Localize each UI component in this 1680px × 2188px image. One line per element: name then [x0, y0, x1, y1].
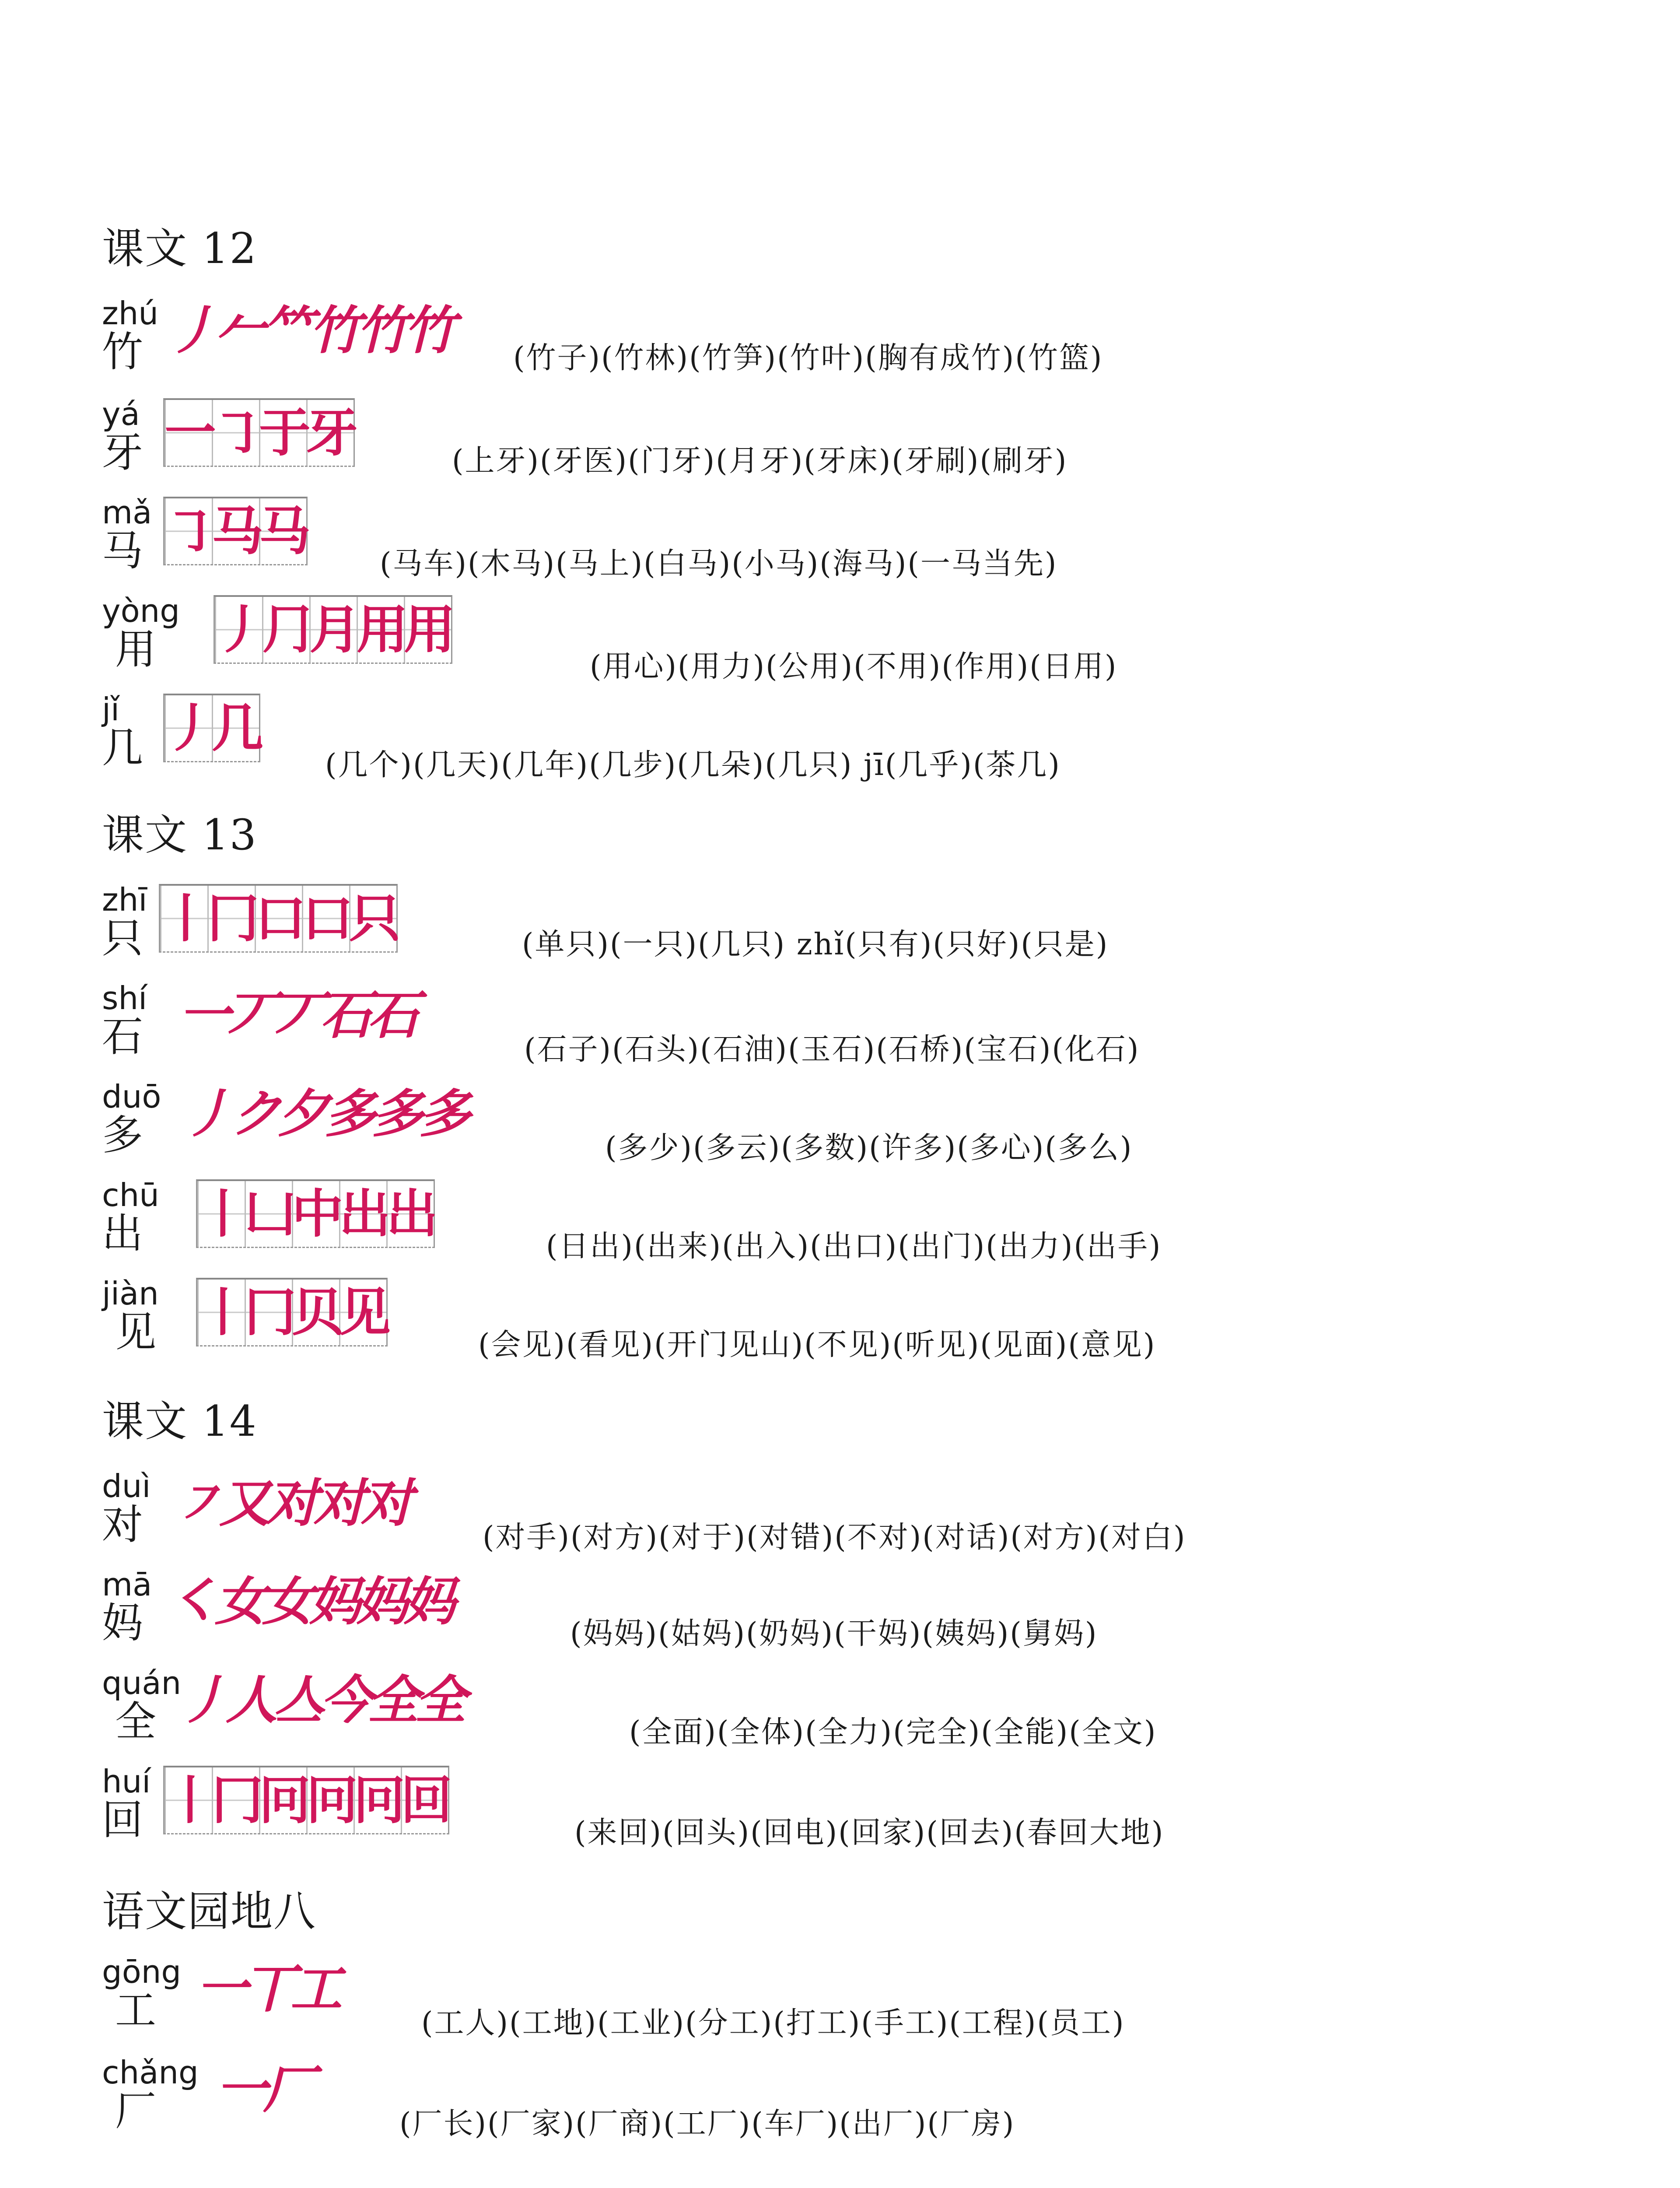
example-words: (马车)(木马)(马上)(白马)(小马)(海马)(一马当先) — [380, 547, 1058, 581]
stroke-step: ㇆ — [212, 402, 264, 463]
character-entry — [102, 1179, 1633, 1267]
stroke-step: 用 — [404, 599, 456, 660]
stroke-step: 竹 — [309, 300, 361, 361]
stroke-step: 回 — [401, 1770, 453, 1830]
stroke-order-sequence — [172, 1470, 413, 1536]
pinyin-label: huí — [102, 1763, 151, 1800]
character-entry — [102, 1470, 1633, 1558]
pinyin-label: chǎng — [102, 2054, 199, 2091]
stroke-step: 丨 — [197, 1183, 249, 1244]
section-heading: 课文 12 — [102, 224, 257, 273]
stroke-step: 口 — [255, 888, 307, 949]
stroke-order-sequence — [178, 982, 420, 1048]
example-words: (几个)(几天)(几年)(几步)(几朵)(几只) jī(几乎)(茶几) — [325, 748, 1061, 782]
stroke-step: 全 — [368, 1669, 420, 1730]
stroke-step: 出 — [339, 1183, 391, 1244]
stroke-step: 妈 — [309, 1571, 361, 1632]
stroke-step: 丨 — [160, 888, 212, 949]
section-heading: 语文园地八 — [102, 1887, 316, 1936]
stroke-step: 于 — [259, 402, 311, 463]
stroke-step: 人 — [226, 1669, 278, 1730]
pinyin-label: duō — [102, 1078, 161, 1115]
character-entry — [102, 1763, 1633, 1853]
pinyin-label: jiàn — [102, 1275, 159, 1312]
stroke-order-sequence — [196, 1956, 343, 2022]
stroke-order-sequence — [163, 497, 311, 565]
stroke-step: 用 — [357, 599, 409, 660]
pinyin-label: quán — [102, 1665, 182, 1701]
example-words: (用心)(用力)(公用)(不用)(作用)(日用) — [590, 649, 1118, 684]
example-words: (日出)(出来)(出入)(出口)(出门)(出力)(出手) — [546, 1229, 1162, 1264]
stroke-step: 一 — [196, 1958, 248, 2019]
pinyin-label: shí — [102, 980, 147, 1017]
stroke-step: 丆 — [273, 985, 325, 1045]
stroke-step: 多 — [325, 1083, 377, 1144]
stroke-step: 只 — [349, 888, 401, 949]
pinyin-label: zhī — [102, 881, 147, 918]
pinyin-label: jǐ — [102, 691, 120, 728]
hanzi-character: 对 — [102, 1501, 144, 1549]
stroke-step: 多 — [419, 1083, 471, 1144]
example-words: (工人)(工地)(工业)(分工)(打工)(手工)(工程)(员工) — [421, 2006, 1125, 2041]
character-entry — [102, 1566, 1633, 1656]
hanzi-character: 出 — [102, 1210, 144, 1258]
section-heading: 课文 14 — [102, 1397, 257, 1446]
pinyin-label: mā — [102, 1566, 152, 1603]
stroke-order-sequence — [216, 2057, 315, 2122]
stroke-step: 女 — [215, 1571, 267, 1632]
stroke-step: 一 — [178, 985, 231, 1045]
example-words: (会见)(看见)(开门见山)(不见)(听见)(见面)(意见) — [478, 1328, 1156, 1362]
stroke-step: 贝 — [292, 1282, 344, 1343]
hanzi-character: 牙 — [102, 429, 144, 477]
section-heading: 课文 13 — [102, 810, 257, 859]
stroke-step: 丿 — [178, 1669, 231, 1730]
stroke-step: 马 — [259, 501, 311, 561]
character-entry — [102, 494, 1633, 584]
example-words: (单只)(一只)(几只) zhǐ(只有)(只好)(只是) — [522, 927, 1109, 962]
pinyin-label: yá — [102, 396, 140, 432]
pinyin-label: gōng — [102, 1953, 182, 1990]
character-entry — [102, 1667, 1633, 1755]
stroke-step: 冋 — [354, 1770, 406, 1830]
stroke-step: 丅 — [243, 1958, 295, 2019]
stroke-order-sequence — [163, 398, 358, 467]
stroke-step: 竹 — [357, 300, 409, 361]
stroke-step: 冂 — [212, 1770, 264, 1830]
hanzi-character: 工 — [115, 1987, 157, 2034]
pinyin-label: zhú — [102, 295, 159, 332]
hanzi-character: 马 — [102, 527, 144, 575]
stroke-step: 丨 — [164, 1770, 217, 1830]
hanzi-character: 几 — [102, 724, 144, 772]
character-entry — [102, 595, 1633, 683]
hanzi-character: 妈 — [102, 1599, 144, 1647]
stroke-step: 对 — [314, 1473, 366, 1533]
stroke-step: 几 — [212, 698, 264, 758]
example-words: (竹子)(竹林)(竹笋)(竹叶)(胸有成竹)(竹篮) — [513, 341, 1103, 375]
pinyin-label: duì — [102, 1468, 151, 1504]
stroke-step: 石 — [368, 985, 420, 1045]
hanzi-character: 见 — [115, 1308, 157, 1356]
stroke-step: 冋 — [306, 1770, 358, 1830]
hanzi-character: 回 — [102, 1796, 144, 1844]
stroke-step: ㇛ — [168, 1571, 220, 1632]
example-words: (厂长)(厂家)(厂商)(工厂)(车厂)(出厂)(厂房) — [399, 2107, 1015, 2141]
example-words: (多少)(多云)(多数)(许多)(多心)(多么) — [605, 1131, 1133, 1165]
stroke-step: 牙 — [306, 402, 358, 463]
stroke-step: 口 — [302, 888, 354, 949]
stroke-order-sequence — [183, 1081, 471, 1147]
stroke-order-sequence — [168, 298, 456, 363]
stroke-step: 厂 — [263, 2059, 315, 2120]
stroke-order-sequence — [163, 1766, 453, 1834]
pinyin-label: yòng — [102, 593, 180, 629]
character-entry — [102, 398, 1633, 486]
hanzi-character: 竹 — [102, 328, 144, 376]
stroke-step: ク — [230, 1083, 282, 1144]
stroke-step: 妈 — [404, 1571, 456, 1632]
stroke-step: 凵 — [245, 1183, 297, 1244]
character-entry — [102, 1953, 1633, 2044]
stroke-step: 冂 — [245, 1282, 297, 1343]
stroke-step: 妈 — [357, 1571, 409, 1632]
stroke-step: 全 — [415, 1669, 467, 1730]
stroke-order-sequence — [168, 1569, 456, 1634]
stroke-step: 今 — [320, 1669, 372, 1730]
stroke-step: 一 — [216, 2059, 268, 2120]
stroke-step: 又 — [219, 1473, 271, 1533]
character-entry — [102, 982, 1633, 1070]
example-words: (来回)(回头)(回电)(回家)(回去)(春回大地) — [574, 1816, 1165, 1850]
character-entry — [102, 881, 1633, 971]
stroke-order-sequence — [196, 1179, 438, 1248]
stroke-step: 丿 — [183, 1083, 235, 1144]
stroke-order-sequence — [214, 595, 456, 664]
hanzi-character: 多 — [102, 1112, 144, 1159]
example-words: (对手)(对方)(对于)(对错)(不对)(对话)(对方)(对白) — [483, 1520, 1186, 1555]
stroke-step: 一 — [164, 402, 217, 463]
stroke-order-sequence — [196, 1278, 391, 1346]
stroke-step: 石 — [320, 985, 372, 1045]
stroke-step: 丿 — [164, 698, 217, 758]
stroke-step: 对 — [361, 1473, 413, 1533]
pinyin-label: mǎ — [102, 494, 152, 531]
stroke-step: 冋 — [259, 1770, 311, 1830]
stroke-step: 多 — [372, 1083, 424, 1144]
stroke-step: 月 — [309, 599, 361, 660]
stroke-step: 出 — [386, 1183, 438, 1244]
stroke-step: 丿 — [215, 599, 267, 660]
character-entry — [102, 2054, 1633, 2144]
stroke-step: 丿 — [168, 300, 220, 361]
stroke-step: ⺆ — [262, 599, 314, 660]
stroke-order-sequence — [163, 694, 264, 762]
example-words: (妈妈)(姑妈)(奶妈)(干妈)(姨妈)(舅妈) — [570, 1616, 1098, 1651]
stroke-step: 对 — [266, 1473, 318, 1533]
hanzi-character: 用 — [115, 626, 157, 673]
character-entry — [102, 1275, 1633, 1365]
hanzi-character: 只 — [102, 915, 144, 962]
stroke-step: 丆 — [226, 985, 278, 1045]
stroke-step: 亼 — [273, 1669, 325, 1730]
hanzi-character: 石 — [102, 1013, 144, 1061]
stroke-step: ㇇ — [172, 1473, 224, 1533]
stroke-step: 女 — [262, 1571, 314, 1632]
stroke-order-sequence — [178, 1667, 467, 1733]
hanzi-character: 厂 — [115, 2087, 157, 2135]
character-entry — [102, 691, 1633, 782]
stroke-order-sequence — [159, 884, 401, 953]
stroke-step: 马 — [212, 501, 264, 561]
pinyin-label: chū — [102, 1177, 159, 1213]
stroke-step: 丨 — [197, 1282, 249, 1343]
stroke-step: ㇆ — [164, 501, 217, 561]
character-entry — [102, 1078, 1633, 1168]
stroke-step: 见 — [339, 1282, 391, 1343]
example-words: (上牙)(牙医)(门牙)(月牙)(牙床)(牙刷)(刷牙) — [452, 444, 1068, 478]
example-words: (石子)(石头)(石油)(玉石)(石桥)(宝石)(化石) — [524, 1032, 1140, 1067]
stroke-step: 竹 — [404, 300, 456, 361]
hanzi-character: 全 — [115, 1698, 157, 1746]
stroke-step: 冂 — [207, 888, 259, 949]
character-entry — [102, 295, 1633, 385]
stroke-step: 𠂉 — [215, 300, 267, 361]
stroke-step: 𥫗 — [262, 300, 314, 361]
stroke-step: 中 — [292, 1183, 344, 1244]
example-words: (全面)(全体)(全力)(完全)(全能)(全文) — [629, 1715, 1157, 1750]
stroke-step: 工 — [290, 1958, 343, 2019]
stroke-step: 夕 — [277, 1083, 329, 1144]
